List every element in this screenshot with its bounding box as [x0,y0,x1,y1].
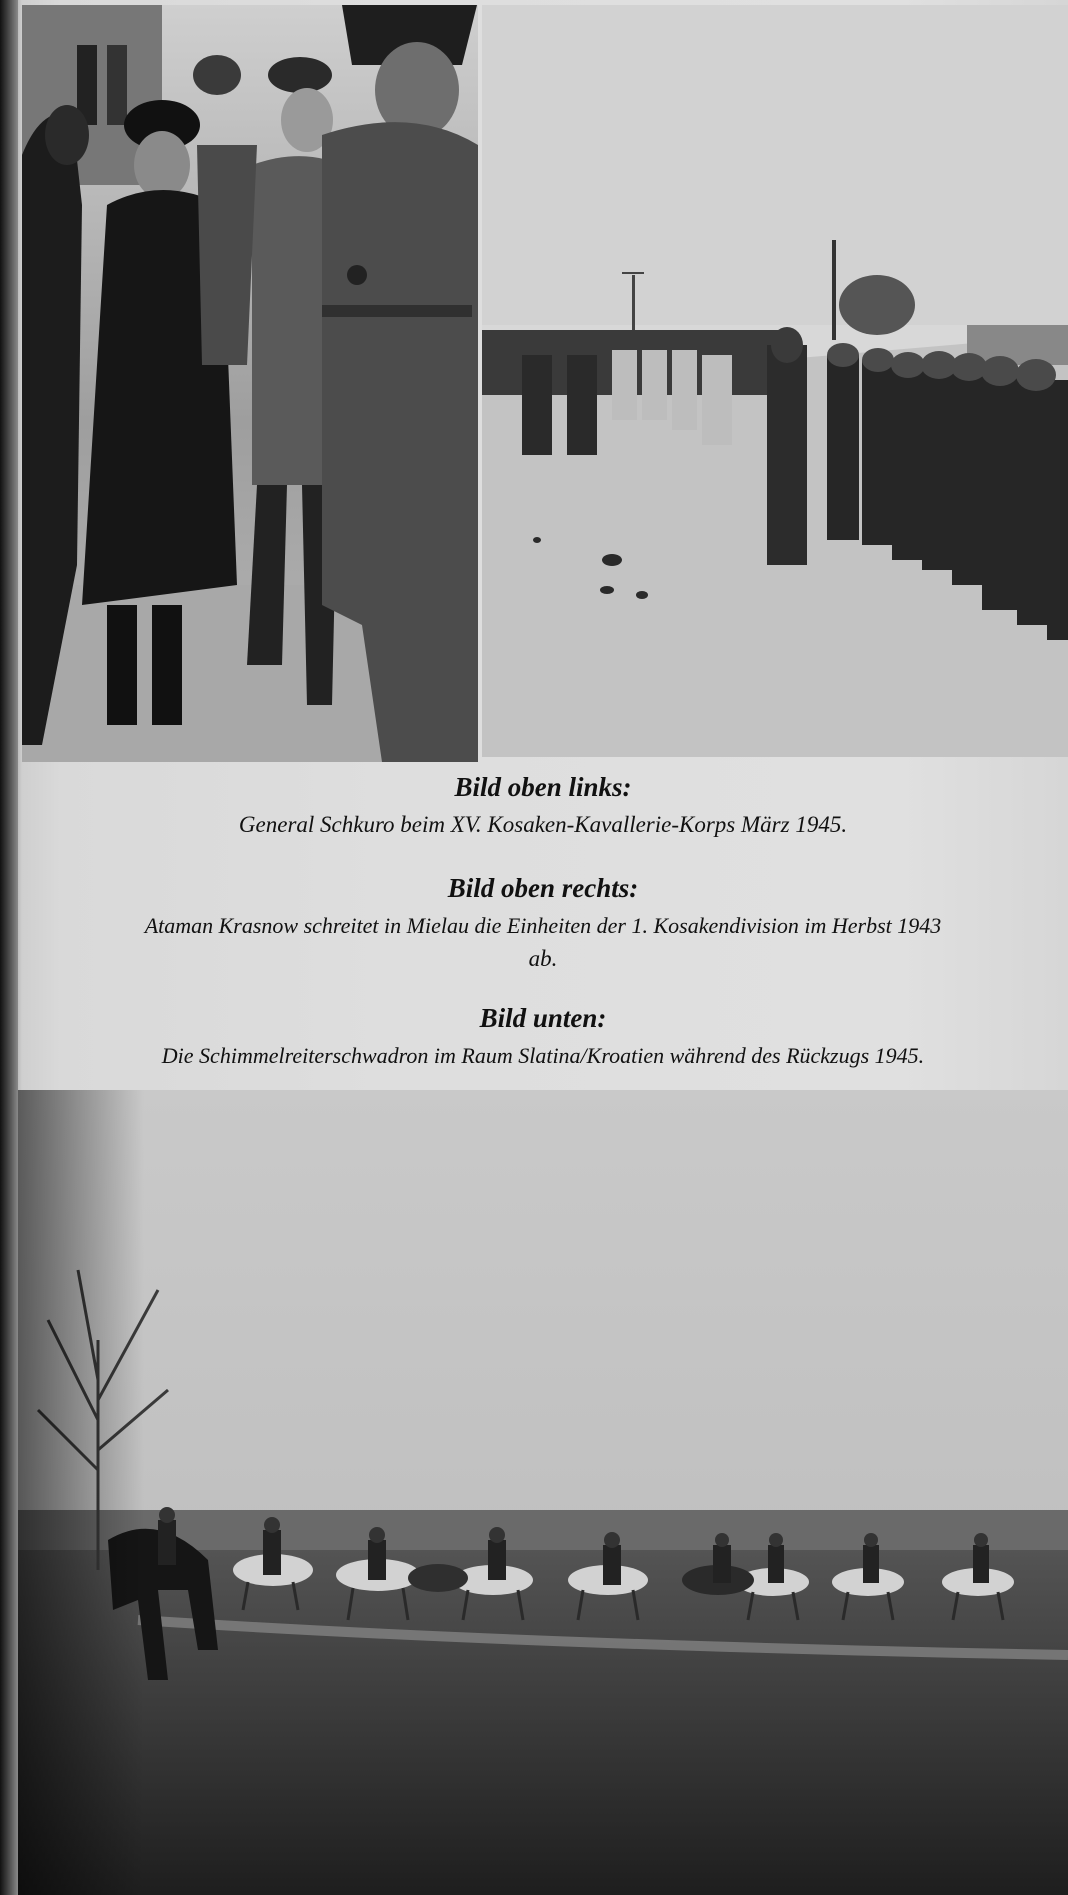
caption-heading-bottom: Bild unten: [479,1003,607,1033]
caption-heading-top-left: Bild oben links: [454,772,632,802]
captions-block [18,760,1068,1090]
book-spine [0,0,18,1895]
photo-bottom [18,1090,1068,1895]
caption-text-top-right-line2: ab. [528,946,558,971]
caption-text-top-left: General Schkuro beim XV. Kosaken-Kavallerie-Korps März 1945. [238,812,848,837]
photo-top-left [22,5,478,762]
photo-schimmelreiter-squadron-image [18,1090,1068,1895]
caption-text-top-right-line1: Ataman Krasnow schreitet in Mielau die Einheiten der 1. Kosakendivision im Herbst 1943 [144,913,942,938]
caption-text-bottom: Die Schimmelreiterschwadron im Raum Slatina/Kroatien während des Rückzugs 1945. [161,1043,925,1068]
photo-top-right [482,5,1068,757]
photo-general-schkuro-image [22,5,478,762]
photo-ataman-krasnow-parade-image [482,5,1068,757]
caption-heading-top-right: Bild oben rechts: [447,873,639,903]
